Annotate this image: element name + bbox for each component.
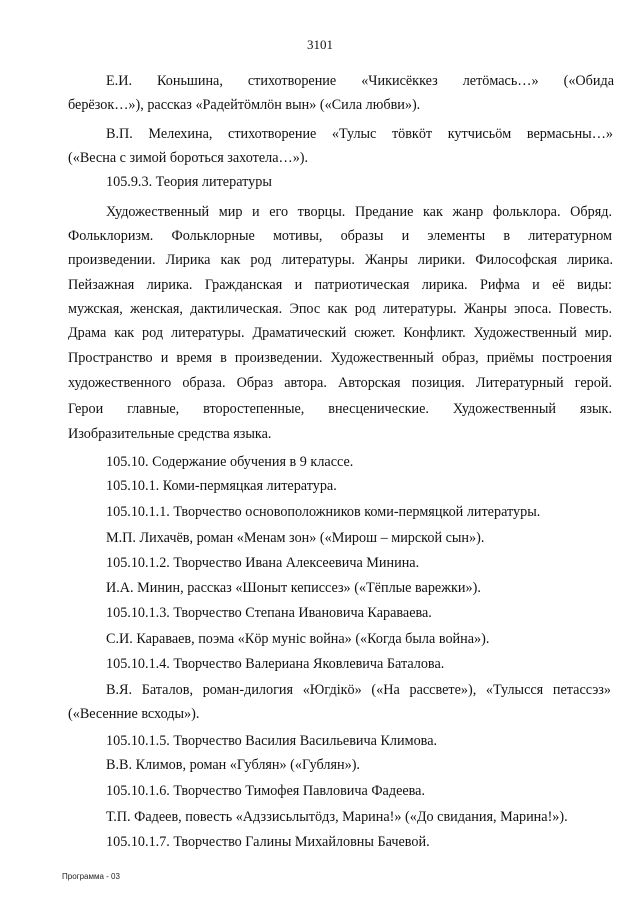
text-line: М.П. Лихачёв, роман «Менам зон» («Мирош – мирской сын»). bbox=[106, 530, 485, 546]
text-line: («Весна с зимой бороться захотела…»). bbox=[68, 150, 309, 166]
text-line: Пейзажная лирика. Гражданская и патриотическая лирика. Рифма и её виды: bbox=[68, 277, 612, 293]
text-line: С.И. Караваев, поэма «Кӧр муніс война» («Когда была война»). bbox=[106, 631, 490, 647]
text-line: Е.И. Коньшина, стихотворение «Чикисёккез летӧмась…» («Обида bbox=[106, 73, 614, 89]
section-heading: 105.10.1.7. Творчество Галины Михайловны Бачевой. bbox=[106, 834, 430, 850]
section-heading: 105.10.1.1. Творчество основоположников коми-пермяцкой литературы. bbox=[106, 504, 541, 520]
section-heading: 105.9.3. Теория литературы bbox=[106, 174, 272, 190]
section-heading: 105.10.1. Коми-пермяцкая литература. bbox=[106, 478, 337, 494]
text-line: Драма как род литературы. Драматический сюжет. Конфликт. Художественный мир. bbox=[68, 325, 612, 341]
footer-label: Программа - 03 bbox=[62, 872, 120, 881]
section-heading: 105.10.1.3. Творчество Степана Ивановича Караваева. bbox=[106, 605, 432, 621]
section-heading: 105.10.1.2. Творчество Ивана Алексеевича Минина. bbox=[106, 555, 420, 571]
text-line: Фольклоризм. Фольклорные мотивы, образы и элементы в литературном bbox=[68, 228, 612, 244]
text-line: Изобразительные средства языка. bbox=[68, 426, 272, 442]
text-line: И.А. Минин, рассказ «Шоныт кеписсез» («Тёплые варежки»). bbox=[106, 580, 481, 596]
text-line: В.П. Мелехина, стихотворение «Тулыс тӧвкӧт кутчисьӧм вермасьны…» bbox=[106, 126, 613, 142]
page-number: 3101 bbox=[307, 37, 333, 52]
section-heading: 105.10. Содержание обучения в 9 классе. bbox=[106, 454, 354, 470]
text-line: Герои главные, второстепенные, внесценические. Художественный язык. bbox=[68, 401, 612, 417]
text-line: мужская, женская, дактилическая. Эпос как род литературы. Жанры эпоса. Повесть. bbox=[68, 301, 612, 317]
section-heading: 105.10.1.4. Творчество Валериана Яковлевича Баталова. bbox=[106, 656, 445, 672]
text-line: произведении. Лирика как род литературы. Жанры лирики. Философская лирика. bbox=[68, 252, 613, 268]
text-line: В.В. Климов, роман «Гублян» («Гублян»). bbox=[106, 757, 360, 773]
text-line: художественного образа. Образ автора. Авторская позиция. Литературный герой. bbox=[68, 375, 612, 391]
text-line: («Весенние всходы»). bbox=[68, 706, 200, 722]
text-line: В.Я. Баталов, роман-дилогия «Югдікӧ» («На рассвете»), «Тулысся петассэз» bbox=[106, 682, 611, 698]
text-line: берёзок…»), рассказ «Радейтӧмлӧн вын» («Сила любви»). bbox=[68, 97, 421, 113]
section-heading: 105.10.1.6. Творчество Тимофея Павловича Фадеева. bbox=[106, 783, 426, 799]
section-heading: 105.10.1.5. Творчество Василия Васильевича Климова. bbox=[106, 733, 438, 749]
text-line: Пространство и время в произведении. Художественный образ, приёмы построения bbox=[68, 350, 612, 366]
text-line: Художественный мир и его творцы. Предание как жанр фольклора. Обряд. bbox=[106, 204, 612, 220]
text-line: Т.П. Фадеев, повесть «Адззисьлытӧдз, Марина!» («До свидания, Марина!»). bbox=[106, 809, 568, 825]
